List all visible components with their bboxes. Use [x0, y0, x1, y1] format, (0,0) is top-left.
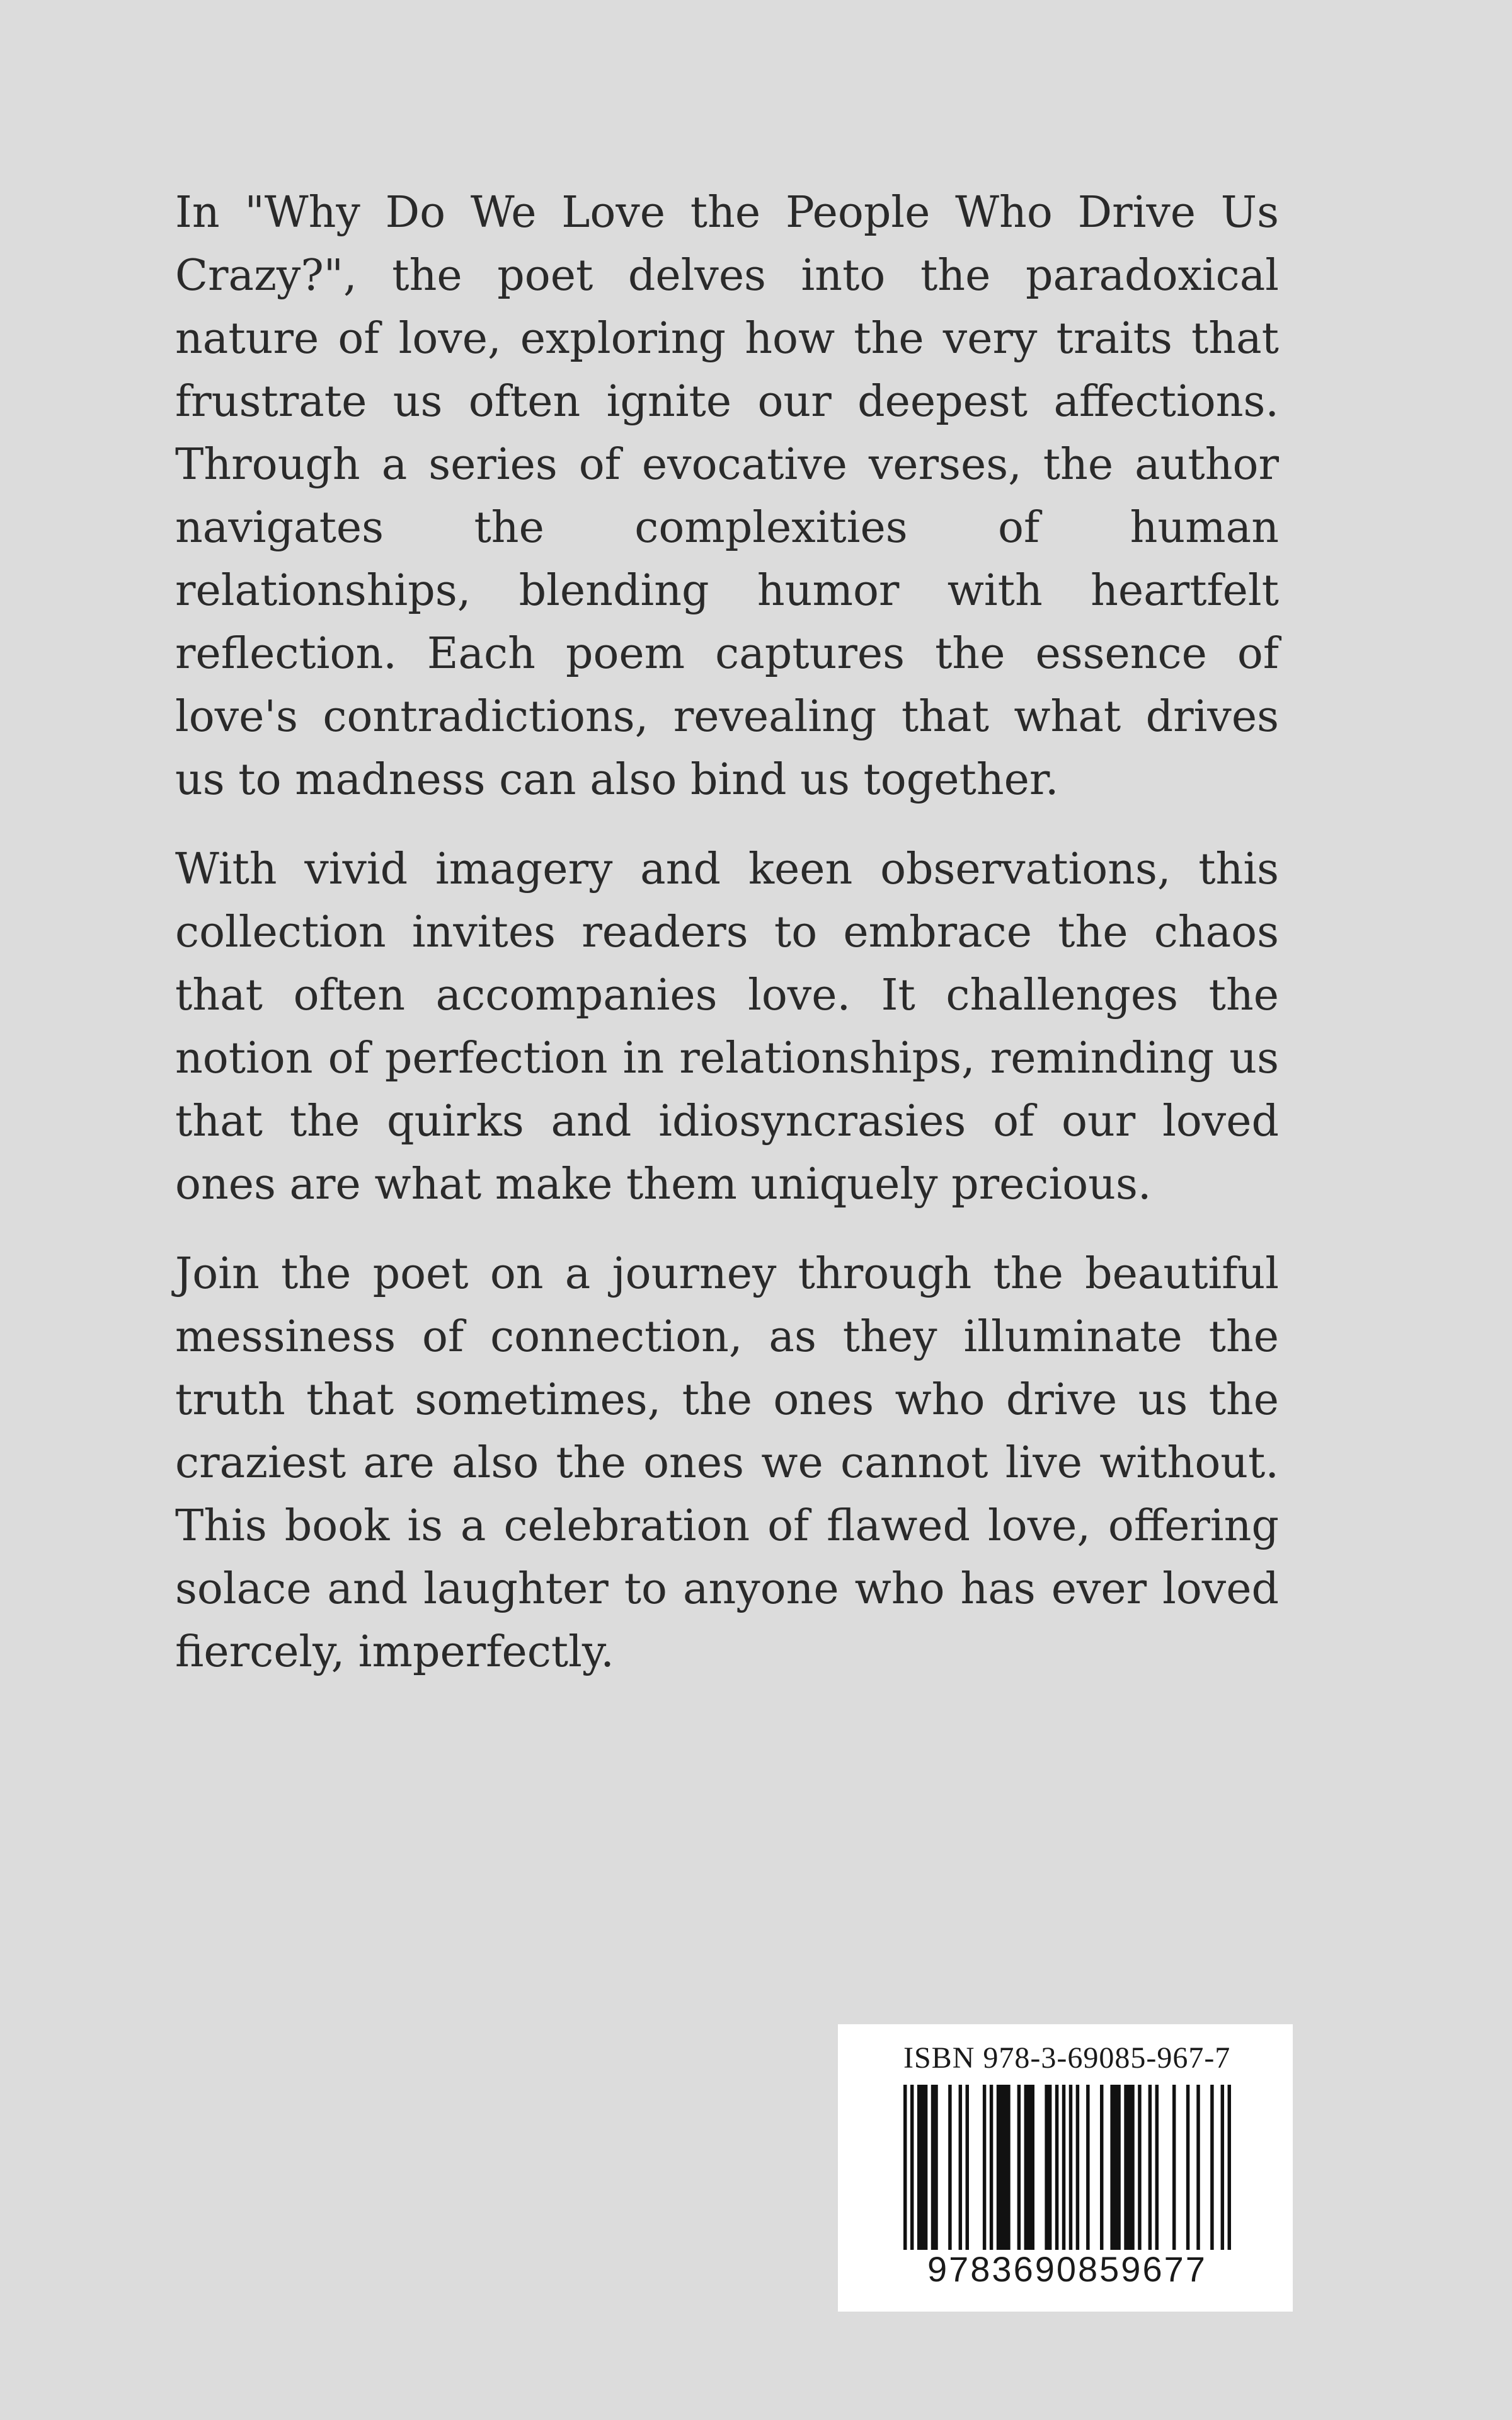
barcode-bar [1100, 2085, 1103, 2250]
barcode-bar [948, 2085, 951, 2250]
barcode-bar [1228, 2085, 1231, 2250]
barcode-bar [1069, 2085, 1072, 2250]
barcode-bar [1138, 2085, 1141, 2250]
barcode-bar [1221, 2085, 1224, 2250]
barcode-bar [910, 2085, 914, 2250]
barcode-bar [990, 2085, 993, 2250]
blurb-paragraph-2: With vivid imagery and keen observations, this collection invites readers to embrace the chaos that often accompanies love. It challenges the notion of perfection in relationships, reminding us that the quirks and idiosyncrasies of our loved ones are what make them uniquely precious. [175, 844, 1279, 1209]
barcode-bar [1124, 2085, 1134, 2250]
barcode-bar [1196, 2085, 1200, 2250]
blurb-paragraph-3: Join the poet on a journey through the beautiful messiness of connection, as they illuminate the truth that sometimes, the ones who drive us the craziest are also the ones we cannot live without. This book is a celebration of flawed love, offering solace and laughter to anyone who has ever loved fiercely, imperfectly. [175, 1249, 1279, 1677]
barcode-digits: 9783690859677 [927, 2249, 1207, 2289]
barcode-bar [997, 2085, 1011, 2250]
barcode-bar [903, 2085, 907, 2250]
blurb-text [175, 182, 1279, 1710]
barcode-bar [917, 2085, 927, 2250]
barcode-bar [983, 2085, 986, 2250]
barcode-bar [1017, 2085, 1021, 2250]
barcode-bar [966, 2085, 969, 2250]
barcode-bar [1210, 2085, 1213, 2250]
barcode-bar [959, 2085, 962, 2250]
barcode-bar [1076, 2085, 1079, 2250]
barcode-bar [1186, 2085, 1189, 2250]
barcode-bar [1024, 2085, 1034, 2250]
barcode-bar [1055, 2085, 1058, 2250]
barcode-panel [838, 2024, 1293, 2312]
barcode-bar [1045, 2085, 1051, 2250]
barcode-bars [903, 2085, 1231, 2250]
barcode-bar [931, 2085, 938, 2250]
barcode-bar [1148, 2085, 1152, 2250]
blurb-paragraph-1: In "Why Do We Love the People Who Drive Us Crazy?", the poet delves into the paradoxical nature of love, exploring how the very traits that frustrate us often ignite our deepest affections. Through a series of evocative verses, the author navigates the complexities of human relationships, blending humor with heartfelt reflection. Each poem captures the essence of love's contradictions, revealing that what drives us to madness can also bind us together. [175, 188, 1279, 805]
barcode-bar [1110, 2085, 1120, 2250]
barcode-bar [1062, 2085, 1065, 2250]
barcode-bar [1155, 2085, 1159, 2250]
isbn-label: ISBN 978-3-69085-967-7 [903, 2041, 1231, 2075]
barcode-bar [1172, 2085, 1176, 2250]
barcode-bar [1086, 2085, 1089, 2250]
